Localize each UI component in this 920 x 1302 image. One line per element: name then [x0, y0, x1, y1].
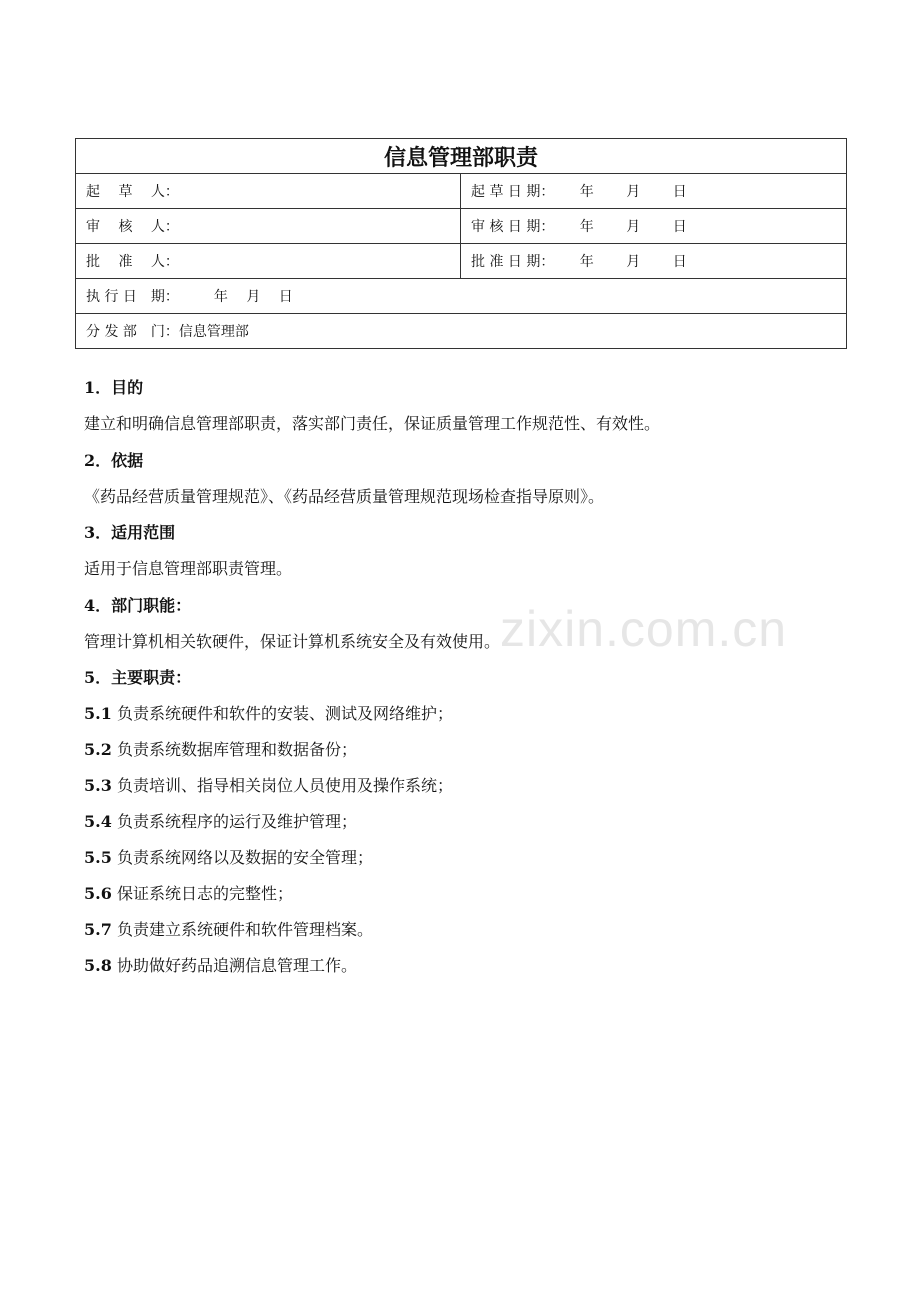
draft-date-cell: 起 草 日 期： 年 月 日 — [461, 174, 847, 209]
execution-date-cell: 执 行 日 期： 年 月 日 — [76, 279, 847, 314]
approver-cell: 批 准 人： — [76, 244, 461, 279]
watermark: zixin.com.cn — [500, 601, 788, 657]
duty-text: 协助做好药品追溯信息管理工作。 — [116, 956, 357, 975]
duty-number: 5.2 — [84, 740, 112, 759]
drafter-cell: 起 草 人： — [76, 174, 461, 209]
section-1-heading: 1．目的 — [84, 378, 144, 397]
reviewer-cell: 审 核 人： — [76, 209, 461, 244]
duty-text: 负责系统网络以及数据的安全管理； — [116, 848, 373, 867]
section-1-text: 建立和明确信息管理部职责，落实部门责任，保证质量管理工作规范性、有效性。 — [84, 414, 661, 433]
duty-item — [84, 845, 373, 868]
section-5-heading: 5．主要职责： — [84, 668, 192, 687]
duty-item — [84, 773, 453, 796]
document-title: 信息管理部职责 — [76, 139, 847, 174]
duty-text: 保证系统日志的完整性； — [116, 884, 293, 903]
section-3-text: 适用于信息管理部职责管理。 — [84, 559, 293, 578]
duty-text: 负责系统硬件和软件的安装、测试及网络维护； — [116, 704, 453, 723]
duty-item — [84, 737, 357, 760]
section-4-heading: 4．部门职能： — [84, 596, 192, 615]
duty-item — [84, 701, 453, 724]
approval-date-cell: 批 准 日 期： 年 月 日 — [461, 244, 847, 279]
duty-text: 负责建立系统硬件和软件管理档案。 — [116, 920, 373, 939]
duty-number: 5.5 — [84, 848, 112, 867]
duty-item — [84, 917, 373, 940]
review-date-cell: 审 核 日 期： 年 月 日 — [461, 209, 847, 244]
header-table — [75, 138, 847, 349]
duty-text: 负责系统程序的运行及维护管理； — [116, 812, 357, 831]
duty-number: 5.6 — [84, 884, 112, 903]
duty-text: 负责培训、指导相关岗位人员使用及操作系统； — [116, 776, 453, 795]
duty-number: 5.7 — [84, 920, 112, 939]
distribution-dept-cell: 分 发 部 门：信息管理部 — [76, 314, 847, 349]
duty-number: 5.8 — [84, 956, 112, 975]
duty-number: 5.4 — [84, 812, 112, 831]
duty-text: 负责系统数据库管理和数据备份； — [116, 740, 357, 759]
section-4-text: 管理计算机相关软硬件，保证计算机系统安全及有效使用。 — [84, 632, 501, 651]
duty-item — [84, 881, 293, 904]
duty-number: 5.3 — [84, 776, 112, 795]
section-2-text: 《药品经营质量管理规范》、《药品经营质量管理规范现场检查指导原则》。 — [84, 487, 605, 506]
duty-item — [84, 809, 357, 832]
section-3-heading: 3．适用范围 — [84, 523, 176, 542]
duty-item — [84, 953, 357, 976]
section-2-heading: 2．依据 — [84, 451, 144, 470]
duty-number: 5.1 — [84, 704, 112, 723]
